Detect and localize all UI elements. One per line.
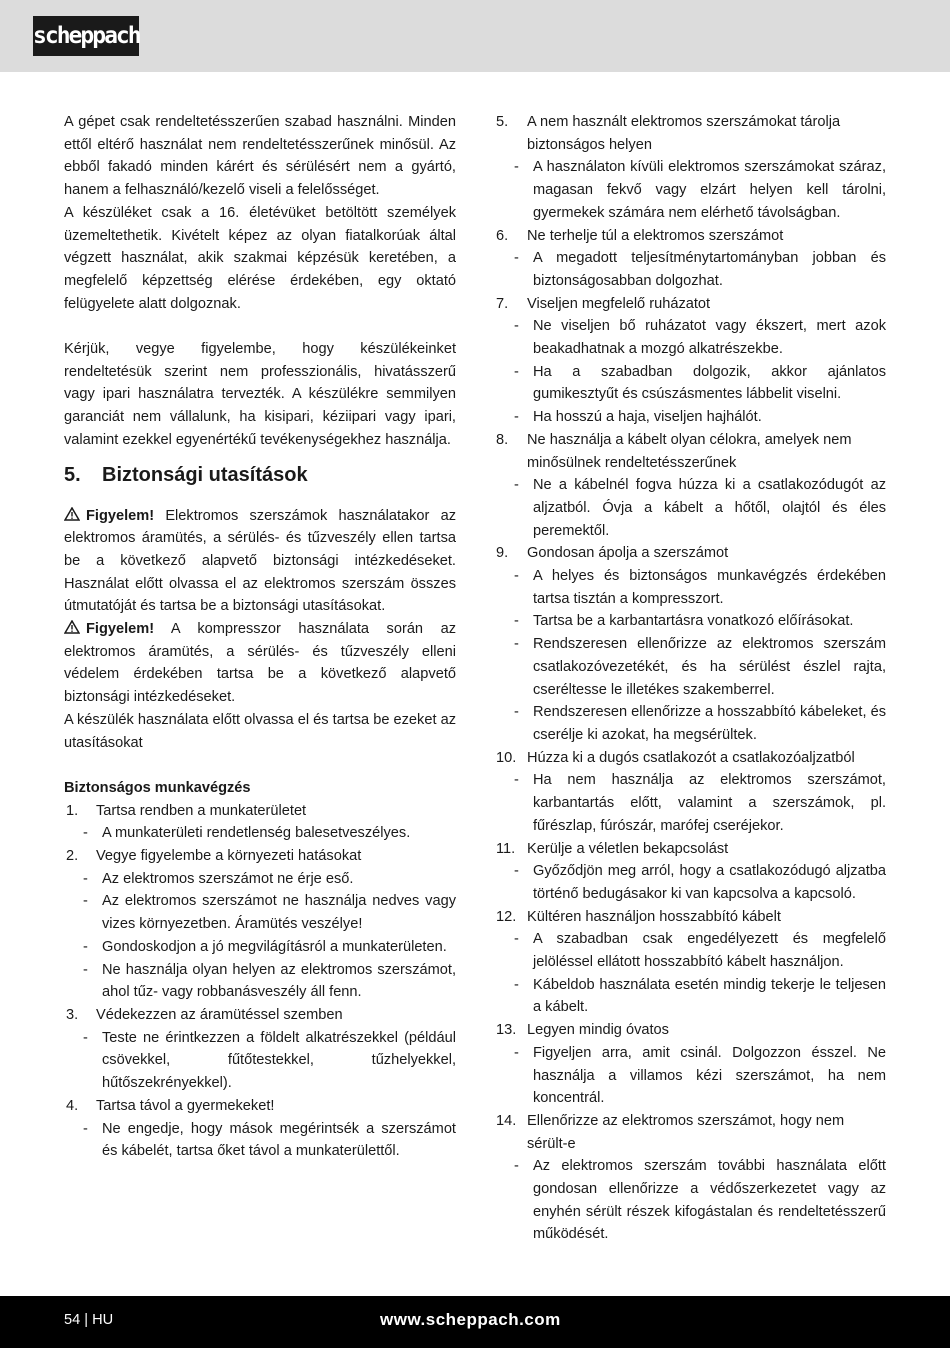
warning-triangle-icon [64, 507, 80, 521]
list-subitem-text: Ha hosszú a haja, viseljen hajhálót. [533, 409, 762, 426]
list-subitem [496, 361, 886, 406]
dash-bullet: - [514, 704, 519, 721]
list-subitem-text: A szabadban csak engedélyezett és megfelelő jelöléssel ellátott hosszabbító kábelt használjon. [533, 931, 886, 971]
list-subitem-text: A helyes és biztonságos munkavégzés érdekében tartsa tisztán a kompresszort. [533, 568, 886, 607]
list-item-text: Legyen mindig óvatos [527, 1022, 669, 1039]
list-item [496, 542, 886, 565]
list-subitem [496, 610, 886, 633]
language-code: HU [92, 1312, 114, 1328]
website-url: www.scheppach.com [380, 1310, 561, 1329]
list-item-text: Védekezzen az áramütéssel szemben [96, 1006, 343, 1023]
list-item [496, 1019, 886, 1042]
dash-bullet: - [83, 870, 88, 887]
list-subitem [64, 936, 456, 959]
warning-paragraph-1 [64, 505, 456, 619]
list-item [496, 293, 886, 316]
list-item [496, 1110, 886, 1155]
list-subitem [496, 474, 886, 542]
list-subitem [64, 822, 456, 845]
right-column [496, 111, 886, 1246]
dash-bullet: - [514, 477, 519, 494]
list-item-number: 12. [496, 908, 517, 925]
list-subitem-text: Tartsa be a karbantartásra vonatkozó előírásokat. [533, 613, 854, 630]
list-subitem [496, 1042, 886, 1110]
dash-bullet: - [514, 250, 519, 267]
list-item-text: Ne használja a kábelt olyan célokra, amelyek nem minősülnek rendeltetésszerűnek [527, 431, 852, 471]
list-subitem [496, 156, 886, 224]
dash-bullet: - [83, 938, 88, 955]
list-subitem [64, 890, 456, 935]
list-subitem-text: Az elektromos szerszámot ne érje eső. [102, 870, 354, 887]
dash-bullet: - [514, 863, 519, 880]
list-item [64, 1095, 456, 1118]
warranty-paragraph: Kérjük, vegye figyelembe, hogy készülékeinket rendeltetésük szerint nem professzionális, hivatásszerű vagy ipari használatra tervezték. A készülékre semmilyen garanciát nem vállalunk, ha kisipari, kéziipari vagy ipari, valamint ezekkel egyenértékű tevékenységekhez használja. [64, 341, 456, 448]
list-item-text: Húzza ki a dugós csatlakozót a csatlakozóaljzatból [527, 749, 855, 766]
list-item-number: 14. [496, 1112, 517, 1129]
list-subitem [64, 1027, 456, 1095]
dash-bullet: - [514, 568, 519, 585]
list-subitem-text: Ha a szabadban dolgozik, akkor ajánlatos gumikesztyűt és csúszásmentes lábbelit viselni. [533, 363, 886, 403]
list-item-number: 9. [496, 545, 509, 562]
list-subitem [64, 1118, 456, 1163]
list-item [64, 1004, 456, 1027]
dash-bullet: - [83, 961, 88, 978]
dash-bullet: - [514, 409, 519, 426]
dash-bullet: - [514, 613, 519, 630]
list-subitem [496, 565, 886, 610]
list-subitem-text: Kábeldob használata esetén mindig tekerje le teljesen a kábelt. [533, 976, 886, 1016]
list-subitem-text: Ne a kábelnél fogva húzza ki a csatlakozódugót az aljzatból. Óvja a kábelt a hőtől, olajtól és éles peremektől. [533, 477, 886, 539]
dash-bullet: - [83, 1029, 88, 1046]
list-item-number: 7. [496, 295, 509, 312]
list-subitem-text: Ne használja olyan helyen az elektromos szerszámot, ahol tűz- vagy robbanásveszély áll fenn. [102, 961, 456, 1001]
list-subitem [496, 701, 886, 746]
dash-bullet: - [514, 1158, 519, 1175]
list-item-number: 1. [66, 802, 79, 819]
page-number-value: 54 [64, 1312, 81, 1328]
list-subitem [496, 633, 886, 701]
list-item [496, 429, 886, 474]
list-subitem-text: Teste ne érintkezzen a földelt alkatrészekkel (például csövekkel, fűtőtestekkel, tűzhelyekkel, hűtőszekrényekkel). [102, 1029, 456, 1092]
page-number: 54 | HU [64, 1312, 114, 1328]
list-subitem [64, 868, 456, 891]
dash-bullet: - [514, 931, 519, 948]
list-subitem-text: Ne engedje, hogy mások megérintsék a szerszámot és kábelét, tartsa őket távol a munkaterülettől. [102, 1120, 456, 1160]
list-subitem [496, 1155, 886, 1246]
dash-bullet: - [83, 825, 88, 842]
dash-bullet: - [514, 159, 519, 176]
list-subitem-text: A használaton kívüli elektromos szerszámokat száraz, magasan fekvő vagy elzárt helyen kell tárolni, gyermekek számára nem elérhető távolságban. [533, 159, 886, 221]
list-item-number: 13. [496, 1022, 517, 1039]
list-item-text: Kerülje a véletlen bekapcsolást [527, 840, 729, 857]
warning-text: Elektromos szerszámok használatakor az elektromos áramütés, a sérülés- és tűzveszély ellen tartsa be a következő alapvető biztonsági intézkedéseket. Használat előtt olvassa el az elektromos szerszám összes útmutatóját és tartsa be a biztonsági utasításokat. [64, 507, 456, 615]
dash-bullet: - [514, 363, 519, 380]
list-item-text: A nem használt elektromos szerszámokat tárolja biztonságos helyen [527, 114, 841, 153]
list-item [496, 906, 886, 929]
section-heading [64, 460, 456, 490]
list-item [496, 225, 886, 248]
section-number: 5. [64, 463, 81, 486]
list-subitem [64, 959, 456, 1004]
list-subitem [496, 315, 886, 360]
list-item-number: 5. [496, 114, 509, 130]
list-item [64, 845, 456, 868]
read-note-paragraph: A készülék használata előtt olvassa el és tartsa be ezeket az utasításokat [64, 711, 456, 751]
list-item-text: Kültéren használjon hosszabbító kábelt [527, 908, 781, 925]
safety-list-left [64, 800, 456, 1163]
warning-label: Figyelem! [86, 621, 155, 638]
dash-bullet: - [514, 772, 519, 789]
list-subitem-text: Rendszeresen ellenőrizze a hosszabbító kábeleket, és cserélje ki azokat, ha megsérültek. [533, 704, 886, 743]
list-subitem-text: Rendszeresen ellenőrizze az elektromos szerszám csatlakozóvezetékét, és ha sérülést észlel rajta, cseréltesse le illetékes szakemberrel. [533, 636, 886, 698]
list-item-text: Ne terhelje túl a elektromos szerszámot [527, 227, 784, 244]
warning-text: A kompresszor használata során az elektromos áramütés, a sérülés- és tűzveszély elleni védelem érdekében tartsa be a következő alapvető biztonsági intézkedéseket. [64, 621, 457, 706]
list-item [496, 747, 886, 770]
warning-label: Figyelem! [86, 507, 155, 524]
list-subitem-text: Az elektromos szerszám további használata előtt gondosan ellenőrizze a védőszerkezetet vagy az enyhén sérült részek kifogástalan és rendeltetésszerű működését. [533, 1158, 886, 1243]
list-item-text: Tartsa távol a gyermekeket! [96, 1097, 275, 1114]
age-paragraph: A készüléket csak a 16. életévüket betöltött személyek üzemeltethetik. Kivételt képez az olyan fiatalkorúak által végzett használat, akik szakmai képzésük keretében, a megfelelő képzettség elérése érdekében, egy oktató felügyelete alatt dolgoznak. [64, 204, 456, 312]
left-column [64, 111, 456, 1163]
dash-bullet: - [514, 976, 519, 993]
list-subitem-text: Ha nem használja az elektromos szerszámot, karbantartás előtt, valamint a szerszámok, pl. fűrészlap, fúrószár, marófej cseréjekor. [533, 772, 886, 834]
list-item-number: 10. [496, 749, 517, 766]
list-item-text: Ellenőrizze az elektromos szerszámot, hogy nem sérült-e [527, 1112, 845, 1152]
dash-bullet: - [83, 893, 88, 910]
page-header [0, 0, 950, 72]
list-subitem [496, 928, 886, 973]
dash-bullet: - [514, 1044, 519, 1061]
list-item-text: Tartsa rendben a munkaterületet [96, 802, 307, 819]
list-subitem [496, 769, 886, 837]
dash-bullet: - [514, 636, 519, 653]
list-item [496, 111, 886, 156]
list-subitem [496, 247, 886, 292]
list-item-number: 11. [496, 840, 516, 857]
list-item-text: Viseljen megfelelő ruházatot [527, 295, 711, 312]
list-item-number: 3. [66, 1006, 79, 1023]
list-item-number: 4. [66, 1097, 79, 1114]
list-subitem [496, 406, 886, 429]
list-subitem-text: Gondoskodjon a jó megvilágításról a munkaterületen. [102, 938, 447, 955]
list-subitem-text: Ne viseljen bő ruházatot vagy ékszert, mert azok beakadhatnak a mozgó alkatrészekbe. [533, 318, 886, 358]
dash-bullet: - [514, 318, 519, 335]
subheading: Biztonságos munkavégzés [64, 779, 251, 796]
scheppach-logo: scheppach [33, 16, 139, 56]
list-item-number: 8. [496, 431, 509, 448]
intro-paragraph: A gépet csak rendeltetésszerűen szabad használni. Minden ettől eltérő használat nem rendeltetésszerűnek minősül. Az ebből fakadó minden kárért és sérülésért nem a gyártó, hanem a felhasználó/kezelő viseli a felelősséget. [64, 114, 456, 199]
list-item-number: 2. [66, 848, 79, 865]
list-item [64, 800, 456, 823]
safety-list-right [496, 111, 886, 1246]
list-subitem-text: Figyeljen arra, amit csinál. Dolgozzon ésszel. Ne használja a villamos kézi szerszámot, ha nem koncentrál. [533, 1044, 886, 1107]
page-footer [0, 1296, 950, 1348]
section-title: Biztonsági utasítások [102, 463, 308, 486]
list-subitem [496, 974, 886, 1019]
list-subitem-text: A munkaterületi rendetlenség balesetveszélyes. [102, 825, 411, 842]
list-subitem-text: Az elektromos szerszámot ne használja nedves vagy vizes környezetben. Áramütés veszélye! [102, 893, 456, 933]
list-item [496, 838, 886, 861]
list-item-number: 6. [496, 227, 509, 244]
list-subitem [496, 860, 886, 905]
list-subitem-text: A megadott teljesítménytartományban jobban és biztonságosabban dolgozhat. [533, 250, 886, 289]
warning-paragraph-2 [64, 618, 456, 709]
dash-bullet: - [83, 1120, 88, 1137]
list-item-text: Vegye figyelembe a környezeti hatásokat [96, 848, 362, 865]
warning-triangle-icon [64, 620, 80, 634]
list-subitem-text: Győződjön meg arról, hogy a csatlakozódugó aljzatba történő bedugásakor ki van kapcsolva a kapcsoló. [533, 863, 886, 902]
list-item-text: Gondosan ápolja a szerszámot [527, 545, 729, 562]
